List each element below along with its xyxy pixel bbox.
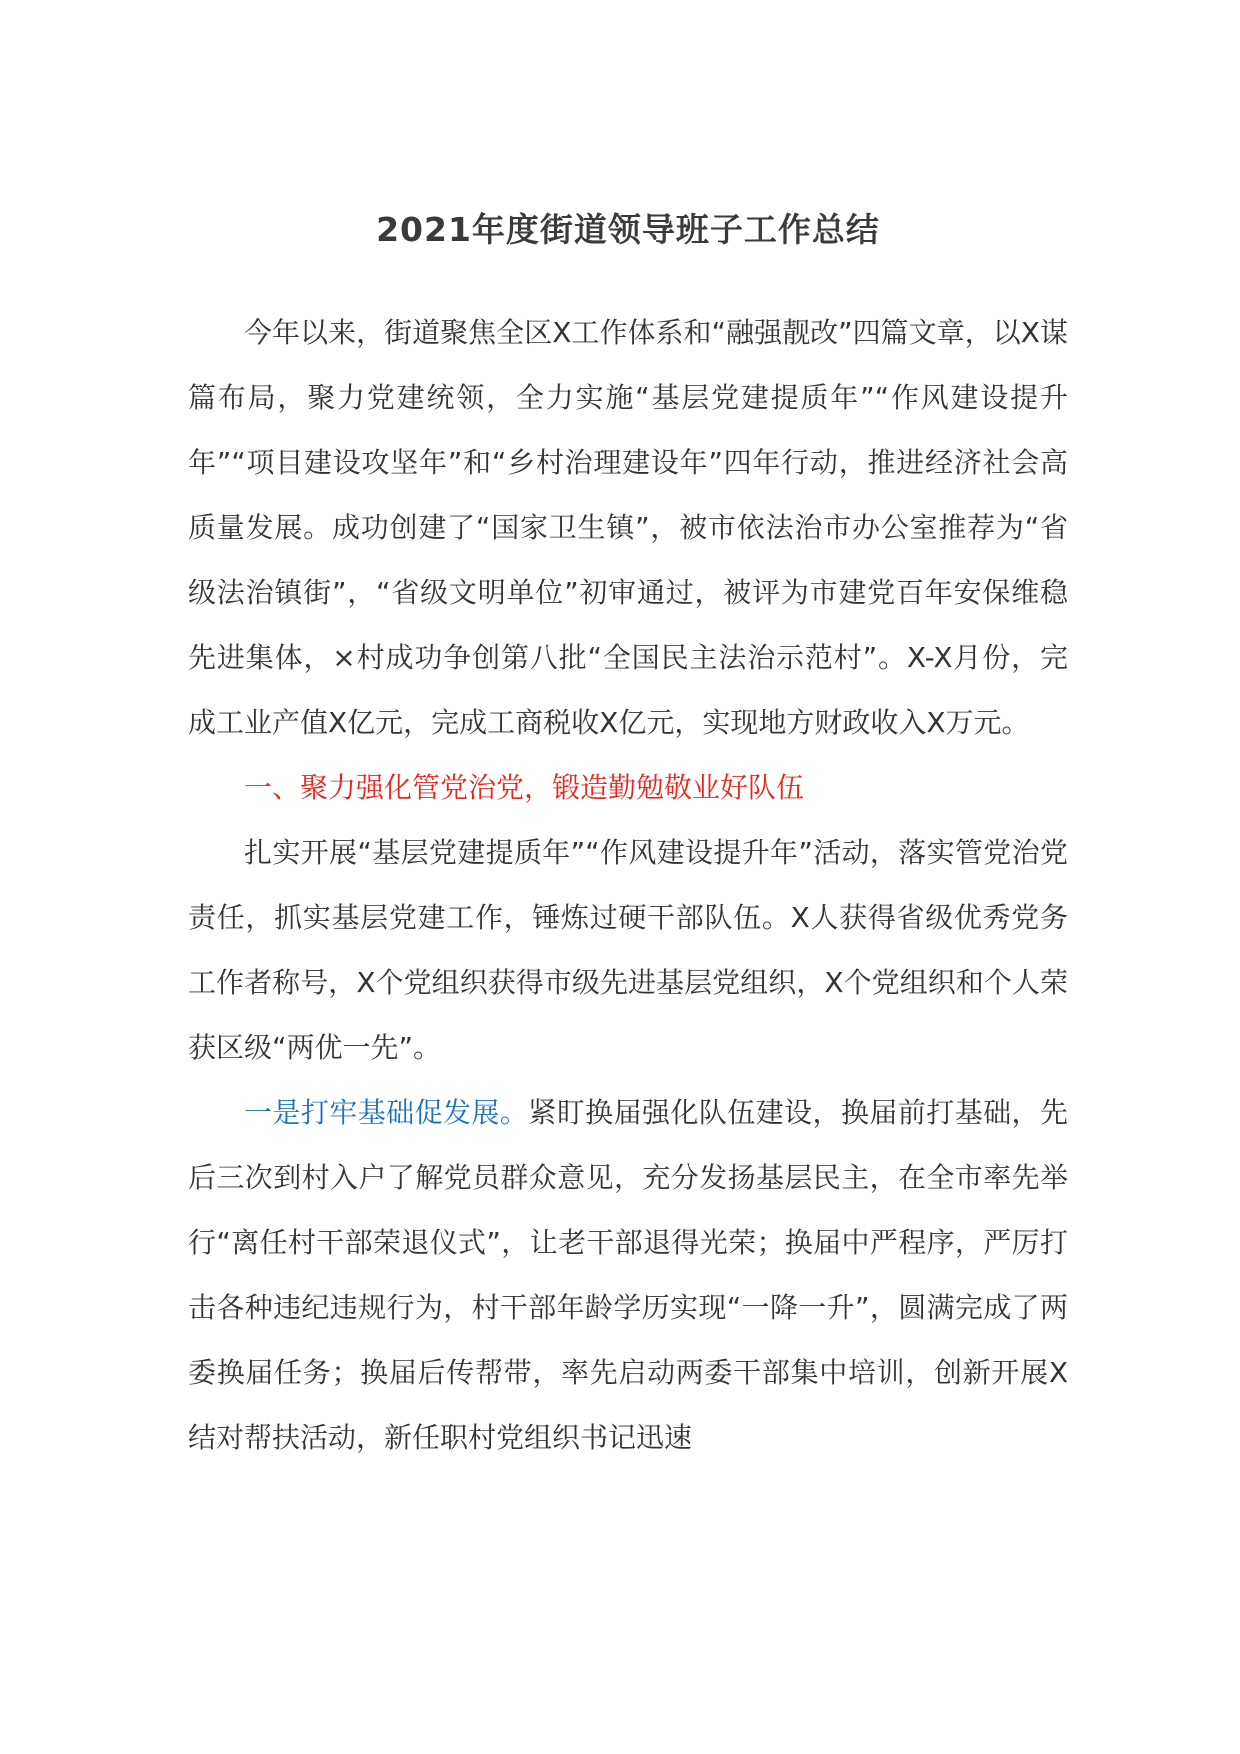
section-heading-1: 一、聚力强化管党治党，锻造勤勉敬业好队伍 [244, 771, 805, 804]
document-page [188, 200, 1068, 1470]
document-title: 2021年度街道领导班子工作总结 [376, 210, 880, 249]
section-1-paragraph: 扎实开展“基层党建提质年”“作风建设提升年”活动，落实管党治党责任，抓实基层党建工作，锤炼过硬干部队伍。X人获得省级优秀党务工作者称号，X个党组织获得市级先进基层党组织，X个党组织和个人荣获区级“两优一先”。 [188, 836, 1068, 1064]
point-1-paragraph [188, 1080, 1068, 1470]
point-1-lead: 一是打牢基础促发展。 [244, 1096, 529, 1129]
intro-paragraph: 今年以来，街道聚焦全区X工作体系和“融强靓改”四篇文章，以X谋篇布局，聚力党建统领，全力实施“基层党建提质年”“作风建设提升年”“项目建设攻坚年”和“乡村治理建设年”四年行动，推进经济社会高质量发展。成功创建了“国家卫生镇”，被市依法治市办公室推荐为“省级法治镇街”，“省级文明单位”初审通过，被评为市建党百年安保维稳先进集体，×村成功争创第八批“全国民主法治示范村”。X-X月份，完成工业产值X亿元，完成工商税收X亿元，实现地方财政收入X万元。 [188, 316, 1068, 739]
point-1-body: 紧盯换届强化队伍建设，换届前打基础，先后三次到村入户了解党员群众意见，充分发扬基层民主，在全市率先举行“离任村干部荣退仪式”，让老干部退得光荣；换届中严程序，严厉打击各种违纪违规行为，村干部年龄学历实现“一降一升”，圆满完成了两委换届任务；换届后传帮带，率先启动两委干部集中培训，创新开展X结对帮扶活动，新任职村党组织书记迅速 [188, 1096, 1068, 1454]
